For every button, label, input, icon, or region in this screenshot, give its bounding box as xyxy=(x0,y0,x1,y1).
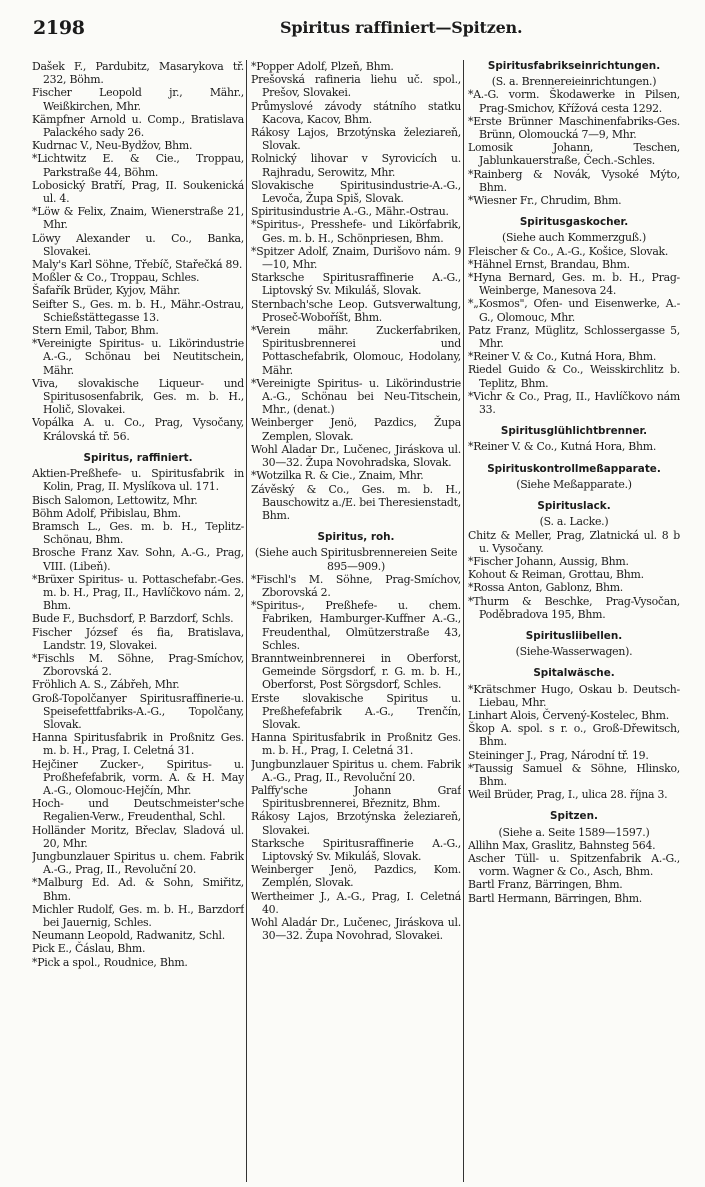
directory-entry: Linhart Alois, Červený-Kostelec, Bhm. xyxy=(468,708,669,722)
section-heading: Spiritusfabrikseinrichtungen. xyxy=(487,60,661,72)
entry-list xyxy=(468,683,680,802)
section-note: (Siehe a. Seite 1589—1597.) xyxy=(498,825,650,839)
entry-list xyxy=(251,573,461,943)
section-heading: Spiritusglühlichtbrenner. xyxy=(500,425,648,438)
directory-entry: *Wotzilka R. & Cie., Znaim, Mhr. xyxy=(251,469,424,483)
directory-entry: *Pick a spol., Roudnice, Bhm. xyxy=(32,955,188,969)
directory-entry: *Fischl's M. Söhne, Prag-Smíchov, Zborovská 2. xyxy=(251,572,461,599)
section-heading: Spitzen. xyxy=(550,810,598,823)
directory-entry: Starksche Spiritusraffinerie A.-G., Liptovský Sv. Mikuláš, Slovak. xyxy=(251,271,461,298)
section-note: (S. a. Brennereieinrichtungen.) xyxy=(491,75,657,89)
directory-entry: *Fischls M. Söhne, Prag-Smíchov, Zborovská 2. xyxy=(32,651,244,679)
directory-entry: Jungbunzlauer Spiritus u. chem. Fabrik A.-G., Prag, II., Revoluční 20. xyxy=(251,757,461,784)
section-note: (Siehe-Wasserwagen). xyxy=(515,645,633,659)
directory-entry: *Popper Adolf, Plzeň, Bhm. xyxy=(251,60,394,73)
directory-entry: Viva, slovakische Liqueur- und Spiritusosenfabrik, Ges. m. b. H., Holič, Slovakei. xyxy=(32,376,244,417)
directory-entry: *Vereinigte Spiritus- u. Likörindustrie A.-G., Schönau bei Neutitschein, Mähr. xyxy=(32,337,244,377)
directory-entry: Bisch Salomon, Lettowitz, Mhr. xyxy=(32,493,198,507)
directory-entry: *Rossa Anton, Gablonz, Bhm. xyxy=(468,581,624,595)
directory-entry: Sternbach'sche Leop. Gutsverwaltung, Proseč-Woboříšt, Bhm. xyxy=(251,297,461,324)
directory-entry: Kudrnac V., Neu-Bydžov, Bhm. xyxy=(32,139,193,153)
directory-entry: Vopálka A. u. Co., Prag, Vysočany, Královská tř. 56. xyxy=(32,416,244,443)
directory-entry: Palffy'sche Johann Graf Spiritusbrennerei, Březnitz, Bhm. xyxy=(251,783,461,811)
directory-entry: Erste slovakische Spiritus u. Preßhefefabrik A.-G., Trenčín, Slovak. xyxy=(251,691,461,731)
directory-entry: Ascher Tüll- u. Spitzenfabrik A.-G., vorm. Wagner & Co., Asch, Bhm. xyxy=(468,851,680,879)
directory-entry: *Wiesner Fr., Chrudim, Bhm. xyxy=(468,194,622,208)
section-heading: Spirituslack. xyxy=(537,500,611,513)
section-heading: Spiritus, raffiniert. xyxy=(83,451,193,464)
directory-entry: Průmyslové závody státního statku Kacova, Kacov, Bhm. xyxy=(251,99,461,126)
directory-entry: *Spiritus-, Preßhefe- u. chem. Fabriken, Hamburger-Kuffner A.-G., Freudenthal, Olmützerstraße 43, Schles. xyxy=(251,599,461,652)
directory-entry: *Lichtwitz E. & Cie., Troppau, Parkstraße 44, Böhm. xyxy=(32,152,244,179)
directory-entry: *Rainberg & Novák, Vysoké Mýto, Bhm. xyxy=(468,167,680,194)
directory-entry: *Reiner V. & Co., Kutná Hora, Bhm. xyxy=(468,440,657,454)
running-title: Spiritus raffiniert—Spitzen. xyxy=(280,18,523,37)
directory-entry: *Malburg Ed. Ad. & Sohn, Smiřitz, Bhm. xyxy=(32,876,244,903)
directory-entry: Hanna Spiritusfabrik in Proßnitz Ges. m. b. H., Prag, I. Celetná 31. xyxy=(32,731,244,758)
section-heading: Spiritus, roh. xyxy=(317,531,395,544)
directory-entry: Wohl Aladár Dr., Lučenec, Jiráskova ul. 30—32. Župa Novohrad, Slovakei. xyxy=(251,916,461,943)
directory-entry: *Vereinigte Spiritus- u. Likörindustrie A.-G., Schönau bei Neu-Titschein, Mhr., (denat.) xyxy=(251,376,461,417)
directory-entry: *Vichr & Co., Prag, II., Havlíčkovo nám 33. xyxy=(468,389,680,417)
directory-entry: Stern Emil, Tabor, Bhm. xyxy=(32,324,159,338)
directory-entry: Michler Rudolf, Ges. m. b. H., Barzdorf bei Jauernig, Schles. xyxy=(32,902,244,929)
directory-entry: Wertheimer J., A.-G., Prag, I. Celetná 40. xyxy=(251,889,461,916)
directory-entry: Riedel Guido & Co., Weisskirchlitz b. Teplitz, Bhm. xyxy=(468,363,680,390)
column-rule xyxy=(463,60,464,1182)
directory-entry: Löwy Alexander u. Co., Banka, Slovakei. xyxy=(32,231,244,258)
directory-entry: *Verein mähr. Zuckerfabriken, Spiritusbrennerei und Pottaschefabrik, Olomouc, Hodolany, Mähr. xyxy=(251,324,461,377)
directory-entry: Neumann Leopold, Radwanitz, Schl. xyxy=(32,929,225,943)
section-heading: Spiritusgaskocher. xyxy=(519,216,629,229)
directory-entry: *Hähnel Ernst, Brandau, Bhm. xyxy=(468,257,630,271)
directory-entry: Fleischer & Co., A.-G., Košice, Slovak. xyxy=(468,244,669,258)
directory-entry: Holländer Moritz, Břeclav, Sladová ul. 20, Mhr. xyxy=(32,823,244,850)
entry-list xyxy=(468,839,680,905)
directory-entry: Bartl Hermann, Bärringen, Bhm. xyxy=(468,891,643,905)
section-note: (Siehe auch Spiritusbrennereien Seite 895—909.) xyxy=(254,546,458,573)
directory-entry: Moßler & Co., Troppau, Schles. xyxy=(32,271,200,285)
directory-entry: Weinberger Jenö, Pazdics, Kom. Zemplén, Slovak. xyxy=(251,863,461,890)
directory-entry: Závěský & Co., Ges. m. b. H., Bauschowitz a./E. bei Theresienstadt, Bhm. xyxy=(251,482,461,522)
directory-entry: Böhm Adolf, Přibislau, Bhm. xyxy=(32,506,181,520)
directory-entry: Wohl Aladar Dr., Lučenec, Jiráskova ul. 30—32. Župa Novohradska, Slovak. xyxy=(251,442,461,470)
directory-entry: *„Kosmos", Ofen- und Eisenwerke, A.-G., Olomouc, Mhr. xyxy=(468,297,680,324)
section-note: (Siehe auch Kommerzguß.) xyxy=(501,231,647,245)
directory-entry: Bramsch L., Ges. m. b. H., Teplitz-Schönau, Bhm. xyxy=(32,519,244,547)
directory-entry: *Brüxer Spiritus- u. Pottaschefabr.-Ges. m. b. H., Prag, II., Havlíčkovo nám. 2, Bhm. xyxy=(32,572,244,613)
directory-entry: *Spitzer Adolf, Znaim, Durišovo nám. 9—10, Mhr. xyxy=(251,244,461,272)
directory-entry: *Taussig Samuel & Söhne, Hlinsko, Bhm. xyxy=(468,761,680,788)
section-heading: Spiritusliibellen. xyxy=(525,629,623,642)
directory-columns xyxy=(32,60,680,1182)
entry-list xyxy=(468,529,680,621)
directory-entry: *Hyna Bernard, Ges. m. b. H., Prag-Weinberge, Manesova 24. xyxy=(468,271,680,298)
directory-entry: *Fischer Johann, Aussig, Bhm. xyxy=(468,554,629,568)
entry-list xyxy=(468,88,680,207)
directory-entry: Steininger J., Prag, Národní tř. 19. xyxy=(468,748,649,762)
directory-entry: Kohout & Reiman, Grottau, Bhm. xyxy=(468,568,644,582)
directory-entry: Bude F., Buchsdorf, P. Barzdorf, Schls. xyxy=(32,612,234,626)
directory-entry: Hejčiner Zucker-, Spiritus- u. Proßhefefabrik, vorm. A. & H. May A.-G., Olomouc-Hejčín, Mhr. xyxy=(32,757,244,797)
directory-entry: *A.-G. vorm. Škodawerke in Pilsen, Prag-Smichov, Křížová cesta 1292. xyxy=(468,88,680,115)
directory-entry: Starksche Spiritusraffinerie A.-G., Liptovský Sv. Mikuláš, Slovak. xyxy=(251,836,461,863)
entry-list xyxy=(251,60,461,522)
entry-list xyxy=(32,60,244,443)
entry-list xyxy=(468,245,680,417)
directory-entry: Slovakische Spiritusindustrie-A.-G., Levoča, Župa Spiš, Slovak. xyxy=(251,178,461,206)
directory-entry: *Krätschmer Hugo, Oskau b. Deutsch-Liebau, Mhr. xyxy=(468,682,680,709)
directory-entry: Dašek F., Pardubitz, Masarykova tř. 232, Böhm. xyxy=(32,60,244,87)
directory-entry: Branntweinbrennerei in Oberforst, Gemeinde Sörgsdorf, r. G. m. b. H., Oberforst, Post Sörgsdorf, Schles. xyxy=(251,651,461,692)
directory-entry: Pick E., Čáslau, Bhm. xyxy=(32,942,146,956)
directory-entry: *Löw & Felix, Znaim, Wienerstraße 21, Mhr. xyxy=(32,205,244,232)
column-1 xyxy=(32,60,244,1182)
column-3 xyxy=(468,60,680,1182)
directory-entry: *Erste Brünner Maschinenfabriks-Ges. Brünn, Olomoucká 7—9, Mhr. xyxy=(468,114,680,142)
directory-entry: Seifter S., Ges. m. b. H., Mähr.-Ostrau, Schießstättegasse 13. xyxy=(32,297,244,324)
section-note: (Siehe Meßapparate.) xyxy=(516,477,632,491)
directory-entry: Fischer Leopold jr., Mähr., Weißkirchen, Mhr. xyxy=(32,86,244,113)
directory-entry: Groß-Topolčanyer Spiritusraffinerie-u. Speisefettfabriks-A.-G., Topolčany, Slovak. xyxy=(32,691,244,731)
directory-entry: Rákosy Lajos, Brzotýnska železiareň, Slovakei. xyxy=(251,810,461,837)
section-note: (S. a. Lacke.) xyxy=(539,515,609,529)
page-number: 2198 xyxy=(33,17,85,39)
directory-entry: Škop A. spol. s r. o., Groß-Dřewitsch, Bhm. xyxy=(468,722,680,749)
entry-list xyxy=(468,440,680,453)
section-heading: Spirituskontrollmeßapparate. xyxy=(487,462,661,475)
directory-entry: Kämpfner Arnold u. Comp., Bratislava Palackého sady 26. xyxy=(32,112,244,140)
directory-entry: Rákosy Lajos, Brzotýnska železiareň, Slovak. xyxy=(251,126,461,153)
column-rule xyxy=(246,60,247,1182)
directory-entry: Jungbunzlauer Spiritus u. chem. Fabrik A.-G., Prag, II., Revoluční 20. xyxy=(32,849,244,877)
directory-entry: Rolnický lihovar v Syrovicích u. Rajhradu, Serowitz, Mhr. xyxy=(251,152,461,179)
directory-entry: *Reiner V. & Co., Kutná Hora, Bhm. xyxy=(468,350,657,364)
directory-entry: Aktien-Preßhefe- u. Spiritusfabrik in Kolin, Prag, II. Myslíkova ul. 171. xyxy=(32,467,244,494)
directory-entry: *Spiritus-, Presshefe- und Likörfabrik, Ges. m. b. H., Schönpriesen, Bhm. xyxy=(251,218,461,245)
directory-entry: Maly's Karl Söhne, Třebíč, Stařečká 89. xyxy=(32,258,243,272)
entry-list xyxy=(32,467,244,969)
directory-entry: Fischer József és fia, Bratislava, Landstr. 19, Slovakei. xyxy=(32,625,244,652)
directory-entry: Hanna Spiritusfabrik in Proßnitz Ges. m. b. H., Prag, I. Celetná 31. xyxy=(251,731,461,758)
directory-entry: Patz Franz, Müglitz, Schlossergasse 5, Mhr. xyxy=(468,323,680,351)
section-heading: Spitalwäsche. xyxy=(533,667,615,680)
directory-entry: *Thurm & Beschke, Prag-Vysočan, Poděbradova 195, Bhm. xyxy=(468,594,680,621)
directory-entry: Lomosik Johann, Teschen, Jablunkauerstraße, Čech.-Schles. xyxy=(468,141,680,168)
directory-entry: Prešovská rafineria liehu uč. spol., Prešov, Slovakei. xyxy=(251,73,461,100)
directory-entry: Lobosický Bratří, Prag, II. Soukenická ul. 4. xyxy=(32,178,244,206)
directory-entry: Šafařík Brüder, Kyjov, Mähr. xyxy=(32,284,181,298)
directory-entry: Chitz & Meller, Prag, Zlatnická ul. 8 b u. Vysočany. xyxy=(468,528,680,555)
directory-entry: Bartl Franz, Bärringen, Bhm. xyxy=(468,878,623,892)
directory-entry: Hoch- und Deutschmeister'sche Regalien-Verw., Freudenthal, Schl. xyxy=(32,797,244,824)
directory-entry: Fröhlich A. S., Zábřeh, Mhr. xyxy=(32,678,180,692)
directory-entry: Weinberger Jenö, Pazdics, Župa Zemplen, Slovak. xyxy=(251,416,461,443)
directory-entry: Allihn Max, Graslitz, Bahnsteg 564. xyxy=(468,838,656,852)
directory-entry: Spiritusindustrie A.-G., Mähr.-Ostrau. xyxy=(251,205,449,219)
column-2 xyxy=(251,60,461,1182)
directory-entry: Brosche Franz Xav. Sohn, A.-G., Prag, VIII. (Libeň). xyxy=(32,546,244,573)
page-header xyxy=(30,15,680,45)
directory-entry: Weil Brüder, Prag, I., ulica 28. října 3. xyxy=(468,788,668,802)
